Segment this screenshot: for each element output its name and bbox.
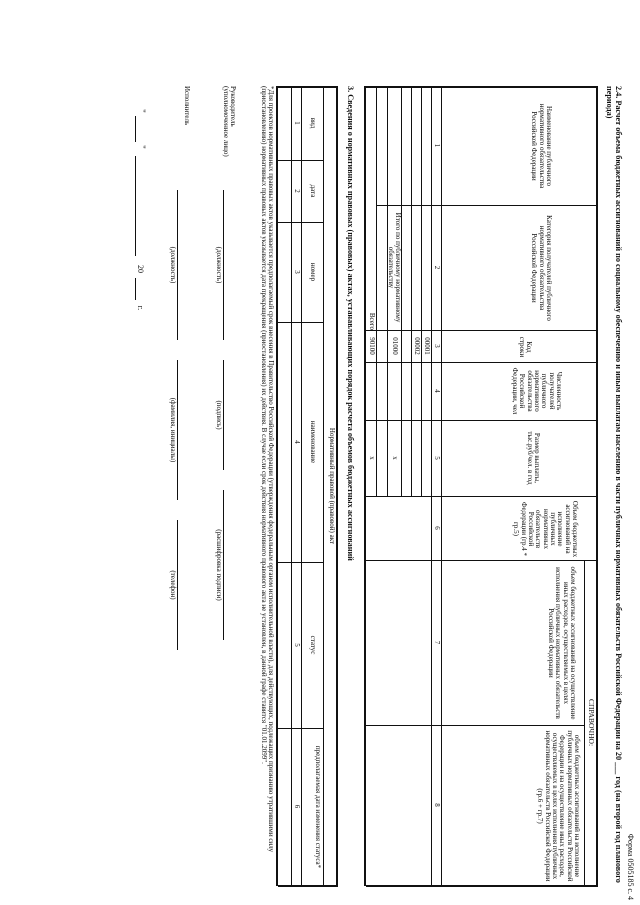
col-header: дата <box>309 184 317 198</box>
col-num: 5 <box>433 456 441 460</box>
footnote: *Для проектов нормативных правовых актов указывается предполагаемый срок внесения в Правительство Российской Федерации (утверждения федеральным органом исполнительной власти), для действующих, подлежащих признанию утратившими силу (приостановлению) нормативных правовых актов указывается дата прекращения (приостановления) их действия. В случае если срок действия нормативного правового акта не установлен, в данной графе ставится "01.01.2099". <box>259 86 275 853</box>
col-num: 1 <box>293 121 301 125</box>
form-code: Форма 0505185 с. 4 <box>626 833 635 900</box>
col-header: номер <box>309 262 317 282</box>
col-num: 6 <box>293 804 301 809</box>
caption-phone: (телефон) <box>169 570 177 600</box>
head-position-line[interactable] <box>223 190 224 340</box>
caption-signature: (подпись) <box>215 400 223 430</box>
subtotal-code: 01000 <box>391 337 399 355</box>
col-num: 5 <box>293 643 301 647</box>
row-code: 00001 <box>423 337 431 355</box>
total-code: 90100 <box>368 337 376 355</box>
date-year-line[interactable] <box>135 278 136 300</box>
col-header-4: Численность получателей публичного нормативного обязательства Российской Федерации, чел <box>510 367 563 415</box>
col-header-8: объем бюджетных ассигнований на исполнение публичных нормативных обязательств Российской Федерации и на осуществление иных расходов, осуществляемых в целях исполнения публичных нормативных обязательств Российской Федерации (гр.6 + гр.7) <box>536 730 581 882</box>
date-day-line[interactable] <box>135 116 136 142</box>
col-num: 2 <box>433 265 441 270</box>
executor-fio-line[interactable] <box>177 360 178 500</box>
total-x: x <box>368 456 376 460</box>
col-header-3: Код строки <box>517 336 533 358</box>
col-header: наименование <box>309 420 317 464</box>
reference-header: СПРАВОЧНО: <box>587 698 596 747</box>
col-header: вид <box>309 117 317 129</box>
col-header-2: Категория получателей публичного нормативного обязательства Российской Федерации <box>530 215 553 321</box>
section-2-4-title: 2.4. Расчет объема бюджетных ассигнований по социальному обеспечению и иным выплатам населению в части публичных нормативных обязательств Российской Федерации на 20 ___ год (на второй год планового периода) <box>605 86 623 883</box>
col-num: 1 <box>433 143 441 148</box>
head-signature-line[interactable] <box>223 360 224 470</box>
col-header-1: Наименование публичного нормативного обязательства Российской Федерации <box>530 103 553 189</box>
caption-fio: (фамилия, инициалы) <box>169 397 177 463</box>
col-num: 3 <box>293 270 301 274</box>
table-3-header: Нормативный правовой (правовой) акт <box>328 427 336 545</box>
col-header-7: объем бюджетных ассигнований на осуществление иных расходов, осуществляемых в целях исполнения публичных нормативных обязательств Российской Федерации <box>546 566 577 720</box>
col-num: 4 <box>293 440 301 444</box>
caption-position: (должность) <box>169 246 177 284</box>
caption-decoding: (расшифровка подписи) <box>215 529 223 601</box>
executor-phone-line[interactable] <box>177 520 178 650</box>
row-code: 00002 <box>413 337 421 355</box>
col-num: 6 <box>433 526 441 530</box>
executor-position-line[interactable] <box>177 190 178 340</box>
col-header-6: Объем бюджетных ассигнований на исполнение публичных нормативных обязательств Российской Федерации (гр.4 * гр.5) <box>512 500 579 558</box>
col-header: предполагаемая дата изменения статуса* <box>314 745 322 869</box>
caption-position: (должность) <box>215 246 223 284</box>
section-3-title: 3. Сведения о нормативных правовых (правовых) актах, устанавливающих порядок расчета объемов бюджетных ассигнований <box>346 86 355 561</box>
col-num: 7 <box>433 640 441 645</box>
executor-label: Исполнитель <box>183 86 191 126</box>
date-quote-open: " <box>137 109 147 113</box>
date-month-line[interactable] <box>135 156 136 256</box>
col-num: 2 <box>293 189 301 193</box>
head-decoding-line[interactable] <box>223 490 224 640</box>
col-num: 3 <box>433 344 441 348</box>
col-header-5: Размер выплаты, тыс.руб/чел. в год <box>525 431 541 485</box>
head-label: Руководитель (уполномоченное лицо) <box>221 86 237 157</box>
col-header: статус <box>309 635 317 655</box>
subtotal-x: x <box>391 456 399 460</box>
date-year-suffix: г. <box>136 305 145 311</box>
col-num: 8 <box>433 803 441 807</box>
subtotal-label: Итого по публичному нормативному обязательству <box>386 212 402 323</box>
total-label: Всего <box>368 312 376 330</box>
date-quote-close: " <box>137 145 147 149</box>
col-num: 4 <box>433 389 441 393</box>
date-year-prefix: 20 <box>136 265 145 273</box>
